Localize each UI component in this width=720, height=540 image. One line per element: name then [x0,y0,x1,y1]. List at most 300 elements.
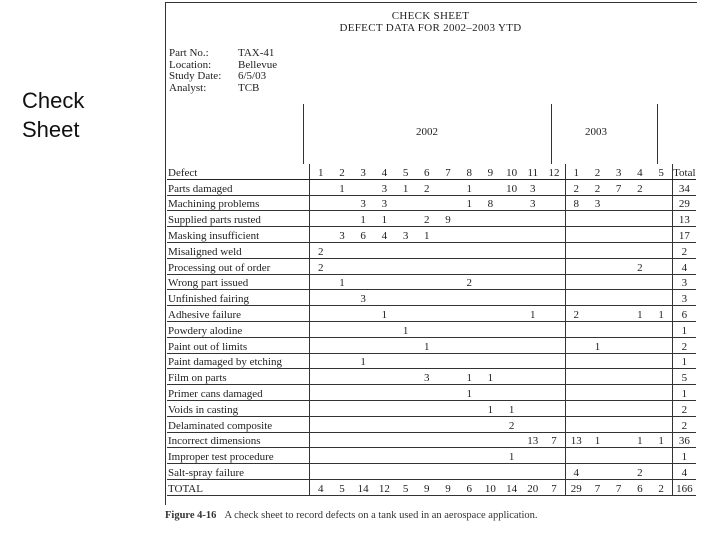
table-row [167,464,696,480]
table-cell [395,448,416,464]
table-cell [629,227,650,243]
table-row [167,274,696,290]
table-cell [480,258,501,274]
table-cell [543,274,565,290]
table-cell: 3 [331,227,352,243]
table-cell: 2 [672,242,696,258]
table-cell [374,369,395,385]
header-cell: 1 [565,164,587,179]
meta-value: Bellevue [238,58,278,71]
header-cell: 5 [650,164,672,179]
table-cell [395,416,416,432]
table-cell [587,306,608,322]
table-cell [543,179,565,195]
table-cell [480,464,501,480]
table-cell: 4 [672,464,696,480]
header-cell: 1 [310,164,332,179]
table-cell [608,369,629,385]
table-cell [331,211,352,227]
year-2003-label: 2003 [585,126,607,138]
table-cell [650,416,672,432]
table-cell: 7 [608,479,629,495]
table-cell [395,385,416,401]
table-cell [416,385,437,401]
table-cell [650,274,672,290]
table-cell [587,211,608,227]
table-cell [310,179,332,195]
table-cell [522,448,543,464]
table-cell [629,321,650,337]
table-cell [437,179,458,195]
table-cell: 1 [650,306,672,322]
table-cell [416,306,437,322]
defect-label: Incorrect dimensions [167,432,310,448]
table-cell: 1 [459,179,480,195]
table-cell: 1 [416,337,437,353]
table-cell [395,432,416,448]
table-cell [608,290,629,306]
table-cell: 1 [629,432,650,448]
meta-value: 6/5/03 [238,70,267,82]
table-cell: 8 [480,195,501,211]
table-cell [480,432,501,448]
table-cell [650,211,672,227]
table-cell: 12 [374,479,395,495]
table-cell [416,416,437,432]
header-cell: 2 [587,164,608,179]
table-cell [587,369,608,385]
table-cell: 2 [565,306,587,322]
table-cell: 7 [587,479,608,495]
table-cell [608,385,629,401]
header-cell: 12 [543,164,565,179]
table-cell [629,242,650,258]
defect-label: TOTAL [167,479,310,495]
table-cell [374,258,395,274]
table-cell [522,227,543,243]
defect-label: Film on parts [167,369,310,385]
table-cell: 1 [374,211,395,227]
table-cell [501,211,522,227]
table-cell: 1 [501,400,522,416]
table-cell: 1 [480,400,501,416]
table-cell [395,290,416,306]
table-cell: 1 [459,385,480,401]
table-cell: 36 [672,432,696,448]
header-cell: 3 [608,164,629,179]
table-header-row [167,164,696,179]
table-cell [437,432,458,448]
defect-label: Unfinished fairing [167,290,310,306]
table-cell: 14 [501,479,522,495]
header-cell: 3 [353,164,374,179]
meta-value: TCB [238,81,260,94]
table-cell [480,306,501,322]
defect-label: Paint out of limits [167,337,310,353]
sheet-title [165,10,696,34]
table-cell: 7 [543,479,565,495]
table-cell [437,369,458,385]
table-cell [501,369,522,385]
table-row [167,179,696,195]
table-cell [543,306,565,322]
slide-title-line1: Check [22,88,85,113]
table-cell [629,195,650,211]
table-cell [650,290,672,306]
table-cell [480,385,501,401]
table-cell [522,290,543,306]
table-cell: 166 [672,479,696,495]
header-cell: Defect [167,164,310,179]
table-cell: 2 [629,258,650,274]
table-cell [501,195,522,211]
table-cell [501,258,522,274]
table-cell: 4 [672,258,696,274]
table-cell [416,195,437,211]
table-cell: 1 [331,179,352,195]
table-cell [437,464,458,480]
table-cell [331,369,352,385]
table-cell [587,353,608,369]
table-cell [543,353,565,369]
sheet-title-line2: DEFECT DATA FOR 2002–2003 YTD [339,22,522,34]
header-cell: 7 [437,164,458,179]
table-cell [565,274,587,290]
table-cell [353,416,374,432]
table-cell [480,337,501,353]
table-row [167,385,696,401]
table-row [167,290,696,306]
table-cell [608,242,629,258]
table-cell [522,369,543,385]
table-cell [331,448,352,464]
table-cell [437,227,458,243]
table-cell [608,400,629,416]
table-cell: 17 [672,227,696,243]
table-cell [459,321,480,337]
table-cell [587,274,608,290]
table-cell: 14 [353,479,374,495]
table-cell [353,179,374,195]
header-cell: Total [672,164,696,179]
table-cell [608,432,629,448]
table-row [167,448,696,464]
table-cell: 3 [353,195,374,211]
table-cell: 1 [395,179,416,195]
table-cell [353,464,374,480]
table-cell: 3 [416,369,437,385]
table-cell: 1 [353,353,374,369]
table-cell [587,400,608,416]
table-cell [353,274,374,290]
table-cell: 1 [650,432,672,448]
table-cell [331,290,352,306]
table-cell: 5 [331,479,352,495]
header-cell: 6 [416,164,437,179]
table-cell [416,274,437,290]
table-cell [353,321,374,337]
table-cell [501,385,522,401]
table-cell [353,432,374,448]
table-cell [416,321,437,337]
table-cell [310,385,332,401]
table-cell [587,290,608,306]
table-cell [522,274,543,290]
header-cell: 11 [522,164,543,179]
meta-label: Location: [169,58,212,71]
table-cell [374,290,395,306]
table-cell [608,306,629,322]
table-cell: 20 [522,479,543,495]
table-cell [587,242,608,258]
table-cell [629,385,650,401]
table-cell [310,195,332,211]
table-cell [587,258,608,274]
table-cell [310,353,332,369]
table-cell [608,274,629,290]
table-cell [437,321,458,337]
table-cell [310,448,332,464]
defect-label: Wrong part issued [167,274,310,290]
table-cell [565,385,587,401]
header-cell: 5 [395,164,416,179]
table-cell [374,464,395,480]
table-cell [629,353,650,369]
divider-2002-left [303,104,304,164]
table-cell: 6 [672,306,696,322]
table-row [167,416,696,432]
table-cell: 1 [480,369,501,385]
meta-value: TAX-41 [238,47,275,59]
table-cell: 1 [353,211,374,227]
table-cell: 2 [416,211,437,227]
defect-label: Improper test procedure [167,448,310,464]
table-cell [629,211,650,227]
table-cell: 2 [501,416,522,432]
table-cell [310,274,332,290]
table-cell [501,432,522,448]
table-cell [459,432,480,448]
table-cell [543,321,565,337]
table-cell [501,337,522,353]
year-2002-label: 2002 [416,126,438,138]
table-row [167,321,696,337]
table-cell: 2 [672,337,696,353]
table-cell: 2 [587,179,608,195]
table-cell [395,274,416,290]
table-cell [543,400,565,416]
table-cell [395,306,416,322]
defect-label: Powdery alodine [167,321,310,337]
table-row [167,479,696,495]
table-cell [565,321,587,337]
table-cell [395,195,416,211]
table-cell [395,400,416,416]
table-row [167,306,696,322]
table-cell: 5 [395,479,416,495]
table-cell [629,369,650,385]
table-cell: 2 [310,242,332,258]
table-cell: 2 [565,179,587,195]
table-cell [608,258,629,274]
table-cell [501,242,522,258]
table-cell [587,385,608,401]
table-cell: 6 [353,227,374,243]
table-cell [374,242,395,258]
table-cell [353,448,374,464]
table-cell: 3 [522,195,543,211]
table-cell [331,337,352,353]
table-cell: 9 [437,211,458,227]
table-cell: 7 [608,179,629,195]
table-cell [650,195,672,211]
table-cell [543,227,565,243]
table-cell [374,432,395,448]
meta-label: Study Date: [169,70,222,82]
table-cell [522,385,543,401]
table-cell [437,258,458,274]
table-cell [395,464,416,480]
defect-label: Misaligned weld [167,242,310,258]
table-cell [353,242,374,258]
header-cell: 2 [331,164,352,179]
table-cell [459,211,480,227]
table-cell [374,385,395,401]
table-cell [608,416,629,432]
table-cell: 2 [672,400,696,416]
table-cell [310,416,332,432]
table-cell [608,195,629,211]
table-cell [416,242,437,258]
table-cell [565,400,587,416]
defect-label: Salt-spray failure [167,464,310,480]
table-cell: 2 [672,416,696,432]
header-cell: 4 [374,164,395,179]
table-cell: 10 [480,479,501,495]
table-cell [416,290,437,306]
figure-caption [165,510,538,521]
table-cell [331,416,352,432]
table-cell [310,211,332,227]
table-cell [416,353,437,369]
table-cell [395,353,416,369]
table-cell: 1 [672,321,696,337]
table-cell: 3 [587,195,608,211]
table-row [167,353,696,369]
table-cell [501,290,522,306]
table-cell [650,258,672,274]
table-cell [543,290,565,306]
table-cell [437,448,458,464]
table-cell [480,211,501,227]
table-cell [437,416,458,432]
table-cell: 9 [437,479,458,495]
table-cell [437,290,458,306]
table-cell [437,385,458,401]
table-cell [543,258,565,274]
defect-label: Machining problems [167,195,310,211]
table-cell [501,464,522,480]
table-cell [459,353,480,369]
table-cell: 1 [522,306,543,322]
table-cell: 2 [629,179,650,195]
table-cell: 13 [672,211,696,227]
table-cell: 7 [543,432,565,448]
table-cell [565,211,587,227]
table-cell [310,227,332,243]
table-cell [608,321,629,337]
table-cell [501,227,522,243]
meta-label: Analyst: [169,81,207,94]
table-cell [522,321,543,337]
table-cell [543,464,565,480]
divider-2003-left [551,104,552,164]
table-cell [565,258,587,274]
table-cell: 3 [522,179,543,195]
defect-label: Primer cans damaged [167,385,310,401]
defect-label: Adhesive failure [167,306,310,322]
defect-label: Paint damaged by etching [167,353,310,369]
table-cell: 1 [459,195,480,211]
table-cell [608,227,629,243]
table-cell [416,448,437,464]
slide-title-line2: Sheet [22,117,80,142]
table-cell [459,227,480,243]
table-cell [437,195,458,211]
table-cell [522,416,543,432]
header-cell: 4 [629,164,650,179]
table-cell [650,242,672,258]
table-cell [522,258,543,274]
defect-label: Supplied parts rusted [167,211,310,227]
table-cell [310,337,332,353]
table-cell [608,337,629,353]
table-cell: 1 [672,385,696,401]
table-cell [331,242,352,258]
sheet-title-line1: CHECK SHEET [391,10,470,22]
table-cell: 1 [459,369,480,385]
table-cell [587,416,608,432]
table-cell [543,211,565,227]
table-cell [331,385,352,401]
table-cell [310,321,332,337]
meta-row [169,48,277,60]
table-cell [650,369,672,385]
table-cell [416,432,437,448]
table-cell [395,258,416,274]
table-cell: 9 [416,479,437,495]
table-cell [565,227,587,243]
table-cell [608,211,629,227]
table-cell: 3 [395,227,416,243]
table-cell [459,448,480,464]
table-cell [374,448,395,464]
table-cell [416,400,437,416]
table-cell [310,432,332,448]
table-cell [650,464,672,480]
table-row [167,195,696,211]
table-cell: 13 [522,432,543,448]
defect-label: Delaminated composite [167,416,310,432]
table-cell [331,195,352,211]
table-row [167,242,696,258]
table-cell [437,400,458,416]
table-cell [565,369,587,385]
table-cell [587,227,608,243]
table-cell: 2 [310,258,332,274]
table-cell [480,321,501,337]
table-cell [650,385,672,401]
